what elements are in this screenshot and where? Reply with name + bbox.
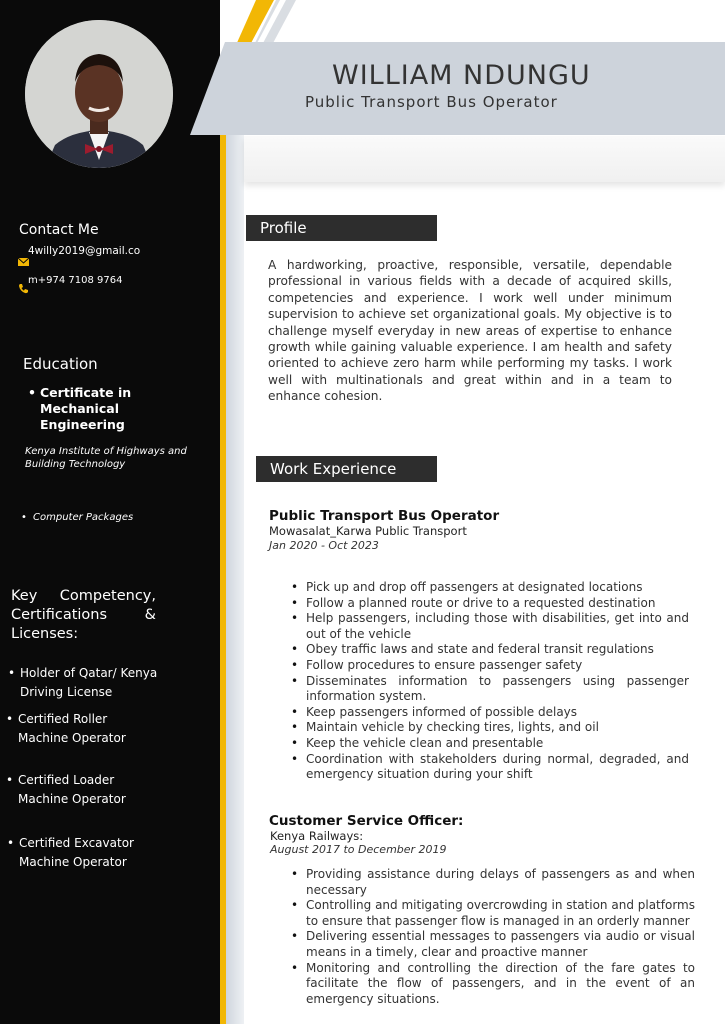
envelope-icon (18, 256, 29, 267)
duty-item: • Providing assistance during delays of passengers as and when necessary (306, 867, 695, 898)
job-company: Kenya Railways: (270, 829, 364, 843)
duty-item: • Delivering essential messages to passengers via audio or visual means in a timely, clear and proactive manner (306, 929, 695, 960)
job-title: Public Transport Bus Operator (269, 508, 500, 524)
candidate-title: Public Transport Bus Operator (305, 93, 558, 111)
duty-item: • Follow procedures to ensure passenger safety (306, 658, 689, 674)
profile-summary: A hardworking, proactive, responsible, versatile, dependable professional in various fields with a decade of acquired skills, competencies and experience. I work well under minimum supervision to achieve set organizational goals. My objective is to challenge myself everyday in new areas of expertise to enhance growth while gaining valuable experience. I am health and safety oriented to achieve zero harm while performing my tasks. I work well with multinationals and great within and in a team to enhance cohesion. (268, 258, 672, 404)
duty-item: • Keep the vehicle clean and presentable (306, 736, 689, 752)
competency-heading: Key Competency, Certifications & Licenses: (11, 588, 156, 642)
person-portrait-icon (25, 20, 173, 168)
contact-phone[interactable]: m+974 7108 9764 (28, 275, 123, 286)
profile-photo (25, 20, 173, 168)
duty-item: • Help passengers, including those with disabilities, get into and out of the vehicle (306, 611, 689, 642)
job-title: Customer Service Officer: (269, 813, 464, 829)
education-computer-packages: • Computer Packages (33, 509, 133, 527)
job-dates: August 2017 to December 2019 (270, 843, 447, 856)
header-shadow (244, 136, 725, 182)
job-dates: Jan 2020 - Oct 2023 (269, 539, 379, 552)
candidate-name: WILLIAM NDUNGU (332, 60, 591, 91)
competency-item: • Holder of Qatar/ Kenya Driving License (20, 664, 180, 702)
job-company: Mowasalat_Karwa Public Transport (269, 524, 467, 538)
decorative-stripes (236, 0, 316, 45)
competency-item: • Certified Excavator Machine Operator (19, 834, 144, 872)
duty-item: • Monitoring and controlling the direction of the fare gates to facilitate the flow of passengers, and in the event of an emergency situations. (306, 961, 695, 1008)
duty-item: • Pick up and drop off passengers at designated locations (306, 580, 689, 596)
competency-item: • Certified Roller Machine Operator (18, 710, 138, 748)
duty-item: • Controlling and mitigating overcrowding in station and platforms to ensure that passenger flow is managed in an orderly manner (306, 898, 695, 929)
contact-email[interactable]: 4willy2019@gmail.co (28, 245, 141, 257)
education-heading: Education (23, 355, 98, 373)
duty-item: • Follow a planned route or drive to a requested destination (306, 596, 689, 612)
work-experience-heading: Work Experience (256, 456, 437, 482)
duty-item: • Maintain vehicle by checking tires, lights, and oil (306, 720, 689, 736)
contact-heading: Contact Me (19, 222, 99, 238)
education-certificate: • Certificate in Mechanical Engineering (40, 385, 150, 433)
job-duties-list (306, 867, 695, 1007)
education-institution: Kenya Institute of Highways and Building Technology (25, 446, 187, 470)
job-duties-list (306, 580, 689, 783)
duty-item: • Coordination with stakeholders during normal, degraded, and emergency situation during your shift (306, 752, 689, 783)
profile-heading: Profile (246, 215, 437, 241)
duty-item: • Obey traffic laws and state and federal transit regulations (306, 642, 689, 658)
accent-stripe-grey (226, 135, 244, 1024)
competency-item: • Certified Loader Machine Operator (18, 771, 138, 809)
duty-item: • Disseminates information to passengers using passenger information system. (306, 674, 689, 705)
duty-item: • Keep passengers informed of possible delays (306, 705, 689, 721)
